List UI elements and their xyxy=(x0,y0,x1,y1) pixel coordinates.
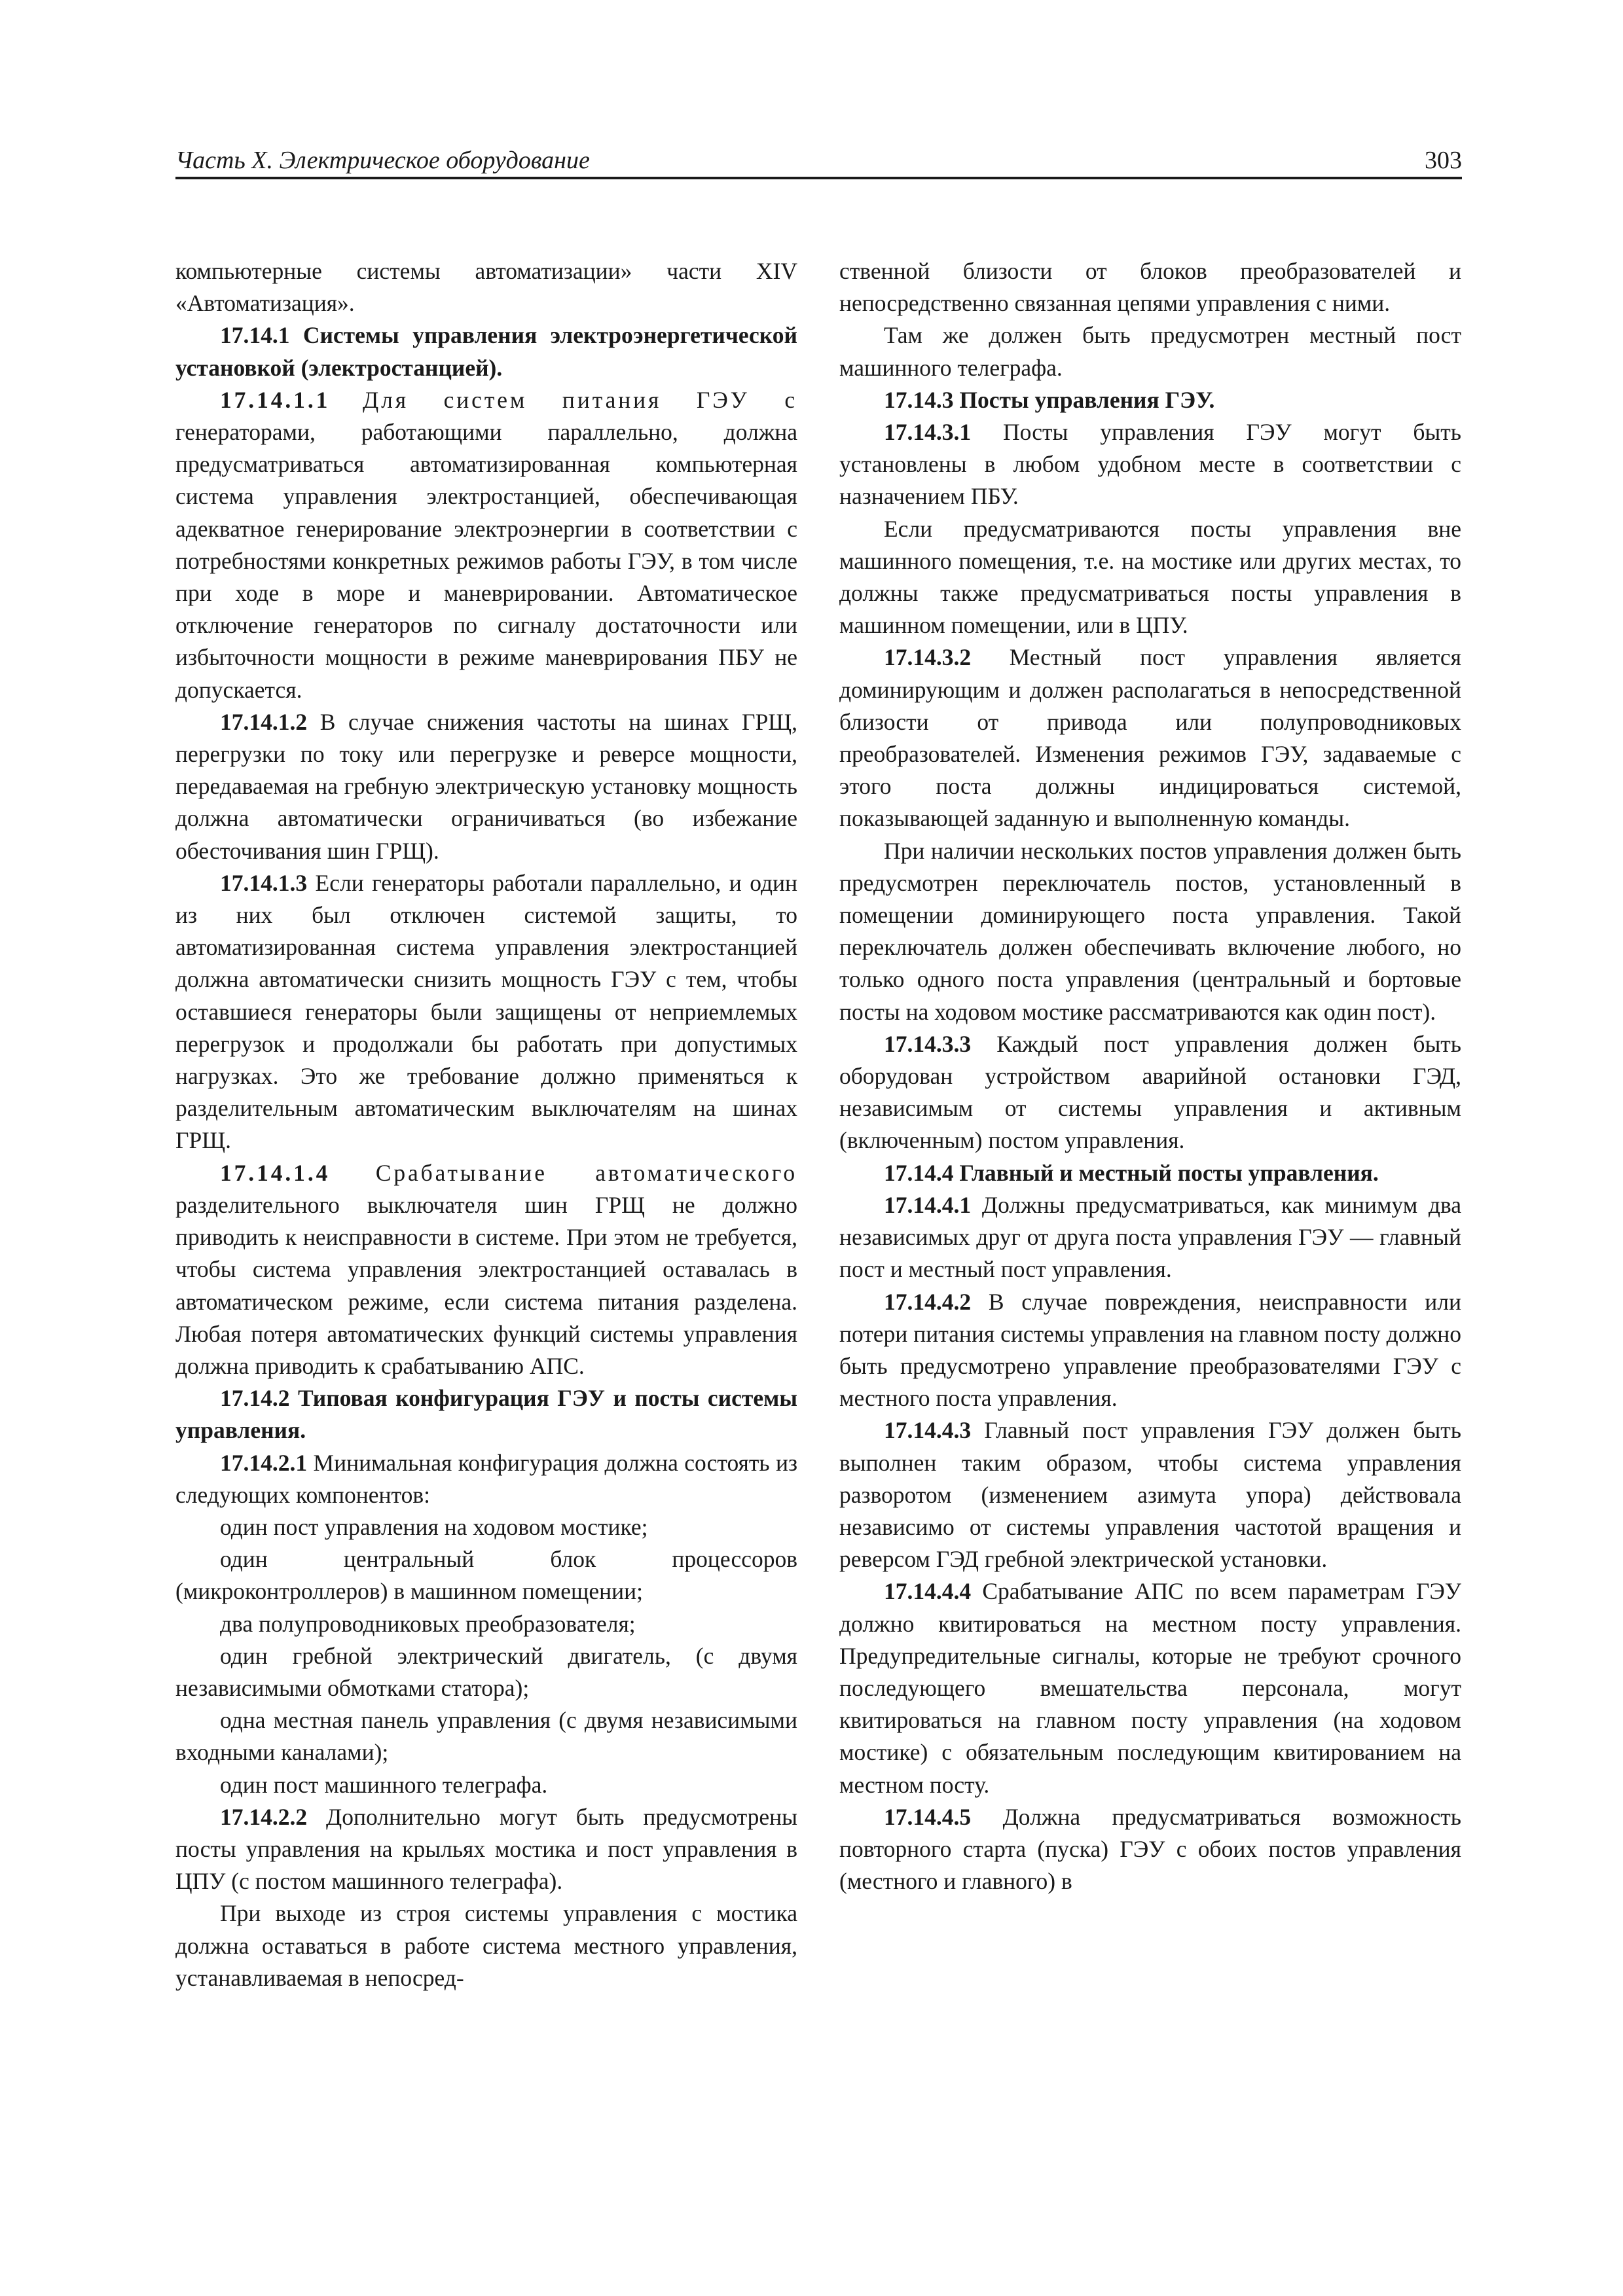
clause-number: 17.14.4.1 xyxy=(884,1191,972,1218)
clause-text: Местный пост управления является доминирующим и должен располагаться в непосредственной близости от привода или полупроводниковых преобразователей. Изменения режимов ГЭУ, задаваемые с этого поста должны индицироваться системой, показывающей заданную и выполненную команды. xyxy=(839,644,1461,832)
clause-text: В случае снижения частоты на шинах ГРЩ, перегрузки по току или перегрузке и реверсе мощности, передаваемая на гребную электрическую установку мощность должна автоматически ограничиваться (во избежание обесточивания шин ГРЩ). xyxy=(175,708,797,864)
clause-text: Посты управления ГЭУ могут быть установлены в любом удобном месте в соответствии с назначением ПБУ. xyxy=(839,419,1461,510)
clause-text: Должны предусматриваться, как минимум два независимых друг от друга поста управления ГЭУ — главный пост и местный пост управления. xyxy=(839,1191,1462,1283)
clause-text: генераторами, работающими параллельно, должна предусматриваться автоматизированная компьютерная система управления электростанцией, обеспечивающая адекватное генерирование электроэнергии в соответствии с потребностями конкретных режимов работы ГЭУ, в том числе при ходе в море и маневрировании. Автоматическое отключение генераторов по сигналу достаточности или избыточности мощности в режиме маневрирования ПБУ не допускается. xyxy=(175,419,797,703)
clause-number: 17.14.4.5 xyxy=(884,1803,972,1830)
paragraph-17-14-4-1 xyxy=(839,1189,1461,1286)
clause-number: 17.14.2.2 xyxy=(220,1803,308,1830)
paragraph-17-14-1-3 xyxy=(175,867,797,1157)
clause-text: Должна предусматриваться возможность повторного старта (пуска) ГЭУ с обоих постов управления (местного и главного) в xyxy=(839,1803,1461,1895)
clause-number: 17.14.2.1 xyxy=(220,1449,308,1476)
clause-text: Дополнительно могут быть предусмотрены посты управления на крыльях мостика и пост управления в ЦПУ (с постом машинного телеграфа). xyxy=(175,1803,797,1895)
paragraph: Если предусматриваются посты управления вне машинного помещения, т.е. на мостике или других местах, то должны также предусматриваться посты управления в машинном помещении, или в ЦПУ. xyxy=(839,515,1461,639)
paragraph-17-14-2-2 xyxy=(175,1801,797,1898)
paragraph: ственной близости от блоков преобразователей и непосредственно связанная цепями управления с ними. xyxy=(839,258,1461,317)
clause-number: 17.14.1.3 xyxy=(220,869,308,896)
running-title: Часть X. Электрическое оборудование xyxy=(175,147,590,174)
paragraph-17-14-1-1 xyxy=(175,384,797,706)
left-column xyxy=(175,255,797,1994)
paragraph-17-14-4-2 xyxy=(839,1286,1461,1415)
clause-text: Минимальная конфигурация должна состоять из следующих компонентов: xyxy=(175,1449,797,1508)
section-heading-17-14-3: 17.14.3 Посты управления ГЭУ. xyxy=(884,386,1215,413)
clause-lead-text: Для систем питания ГЭУ с xyxy=(363,386,798,413)
paragraph-17-14-1-2 xyxy=(175,706,797,867)
clause-number: 17.14.1.2 xyxy=(220,708,308,735)
clause-number: 17.14.3.2 xyxy=(884,644,972,671)
running-header xyxy=(175,143,1462,179)
clause-number: 17.14.4.4 xyxy=(884,1578,972,1605)
clause-text: Если генераторы работали параллельно, и один из них был отключен системой защиты, то автоматизированная система управления электростанцией должна автоматически снизить мощность ГЭУ с тем, чтобы оставшиеся генераторы были защищены от неприемлемых перегрузок и продолжали бы работать при допустимых нагрузках. Это же требование должно применяться к разделительным автоматическим выключателям на шинах ГРЩ. xyxy=(175,869,798,1154)
paragraph-17-14-3-1 xyxy=(839,416,1461,513)
paragraph: компьютерные системы автоматизации» части XIV «Автоматизация». xyxy=(175,258,797,317)
clause-number: 17.14.4.3 xyxy=(884,1417,972,1444)
section-heading-17-14-1: 17.14.1 Системы управления электроэнергетической установкой (электростанцией). xyxy=(175,322,797,381)
paragraph: При наличии нескольких постов управления должен быть предусмотрен переключатель постов, установленный в помещении доминирующего поста управления. Такой переключатель должен обеспечивать включение любого, но только одного поста управления (центральный и бортовые посты на ходовом мостике рассматриваются как один пост). xyxy=(839,837,1461,1025)
paragraph-17-14-1-4 xyxy=(175,1157,797,1382)
clause-number: 17.14.3.1 xyxy=(884,419,972,446)
section-heading-17-14-2: 17.14.2 Типовая конфигурация ГЭУ и посты системы управления. xyxy=(175,1385,797,1444)
right-column xyxy=(839,255,1461,1897)
clause-lead-text: Срабатывание автоматического xyxy=(375,1159,798,1186)
clause-text: В случае повреждения, неисправности или потери питания системы управления на главном посту должно быть предусмотрено управление преобразователями ГЭУ с местного поста управления. xyxy=(839,1288,1462,1412)
clause-number: 17.14.3.3 xyxy=(884,1030,972,1057)
paragraph-17-14-3-3 xyxy=(839,1028,1461,1157)
clause-text: Каждый пост управления должен быть оборудован устройством аварийной остановки ГЭД, независимым от системы управления и активным (включенным) постом управления. xyxy=(839,1030,1462,1154)
paragraph-17-14-4-4 xyxy=(839,1575,1461,1801)
list-item: два полупроводниковых преобразователя; xyxy=(220,1610,636,1637)
list-item: один гребной электрический двигатель, (с двумя независимыми обмотками статора); xyxy=(175,1642,797,1701)
clause-number: 17.14.1.1 xyxy=(220,386,331,413)
clause-text: Главный пост управления ГЭУ должен быть выполнен таким образом, чтобы система управления разворотом (изменением азимута упора) действовала независимо от системы управления частотой вращения и реверсом ГЭД гребной электрической установки. xyxy=(839,1417,1461,1573)
paragraph: Там же должен быть предусмотрен местный пост машинного телеграфа. xyxy=(839,322,1461,381)
paragraph: При выходе из строя системы управления с мостика должна оставаться в работе система местного управления, устанавливаемая в непосред- xyxy=(175,1900,797,1991)
list-item: одна местная панель управления (с двумя независимыми входными каналами); xyxy=(175,1707,797,1766)
list-item: один пост машинного телеграфа. xyxy=(220,1771,548,1798)
section-heading-17-14-4: 17.14.4 Главный и местный посты управления. xyxy=(884,1159,1379,1186)
list-item: один центральный блок процессоров (микроконтроллеров) в машинном помещении; xyxy=(175,1546,797,1605)
paragraph-17-14-3-2 xyxy=(839,641,1461,834)
page-number: 303 xyxy=(1425,147,1462,174)
clause-number: 17.14.1.4 xyxy=(220,1159,331,1186)
clause-number: 17.14.4.2 xyxy=(884,1288,972,1315)
list-item: один пост управления на ходовом мостике; xyxy=(220,1513,648,1540)
clause-text: Срабатывание АПС по всем параметрам ГЭУ должно квитироваться на местном посту управления. Предупредительные сигналы, которые не требуют срочного последующего вмешательства персонала, могут квитироваться на главном посту управления (на ходовом мостике) с обязательным последующим квитированием на местном посту. xyxy=(839,1578,1461,1798)
paragraph-17-14-4-5 xyxy=(839,1801,1461,1898)
clause-text: разделительного выключателя шин ГРЩ не должно приводить к неисправности в системе. При этом не требуется, чтобы система управления электростанцией оставалась в автоматическом режиме, если система питания разделена. Любая потеря автоматических функций системы управления должна приводить к срабатыванию АПС. xyxy=(175,1191,797,1379)
paragraph-17-14-2-1 xyxy=(175,1447,797,1511)
paragraph-17-14-4-3 xyxy=(839,1414,1461,1575)
